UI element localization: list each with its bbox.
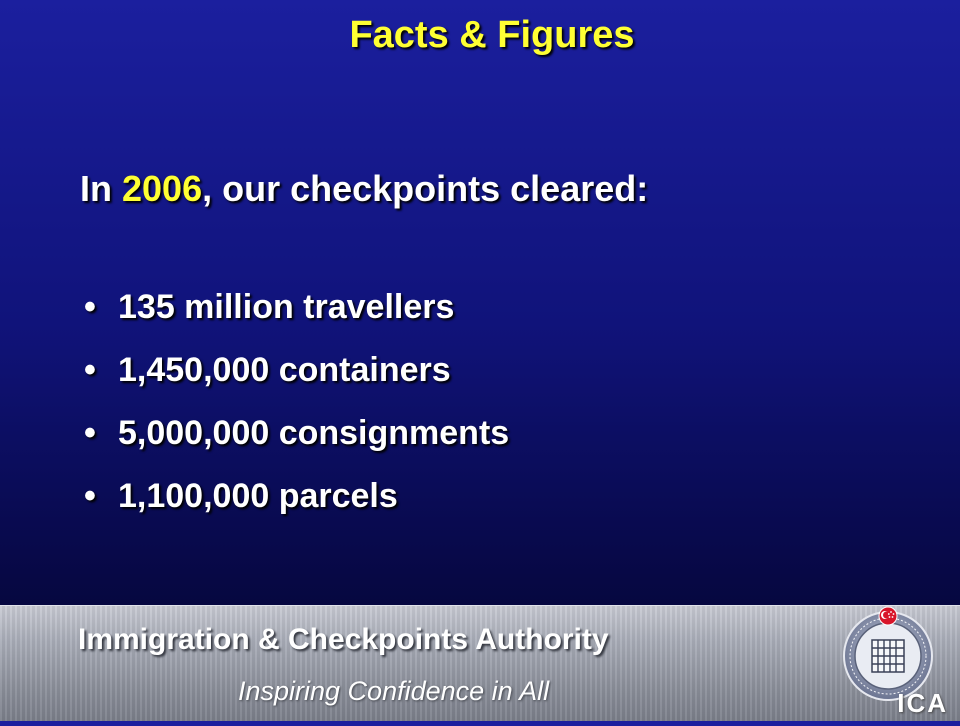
list-item-text: 1,100,000 parcels — [118, 477, 398, 515]
stats-list — [84, 288, 509, 540]
list-item — [84, 414, 509, 477]
organization-name: Immigration & Checkpoints Authority — [78, 623, 609, 656]
list-item — [84, 288, 509, 351]
bullet-icon: • — [84, 477, 96, 515]
list-item-text: 1,450,000 containers — [118, 351, 451, 389]
intro-year: 2006 — [122, 168, 203, 209]
list-item — [84, 477, 509, 540]
intro-prefix: In — [80, 168, 122, 209]
tagline: Inspiring Confidence in All — [238, 676, 550, 706]
list-item — [84, 351, 509, 414]
bullet-icon: • — [84, 414, 96, 452]
list-item-text: 135 million travellers — [118, 288, 455, 326]
bullet-icon: • — [84, 288, 96, 326]
ica-logo-text: ICA — [897, 688, 948, 718]
intro-suffix: , our checkpoints cleared: — [202, 168, 649, 209]
intro-line — [80, 168, 648, 210]
ica-crest-icon — [836, 606, 960, 721]
bullet-icon: • — [84, 351, 96, 389]
list-item-text: 5,000,000 consignments — [118, 414, 510, 452]
slide-title: Facts & Figures — [349, 14, 635, 56]
footer-banner — [0, 605, 960, 721]
